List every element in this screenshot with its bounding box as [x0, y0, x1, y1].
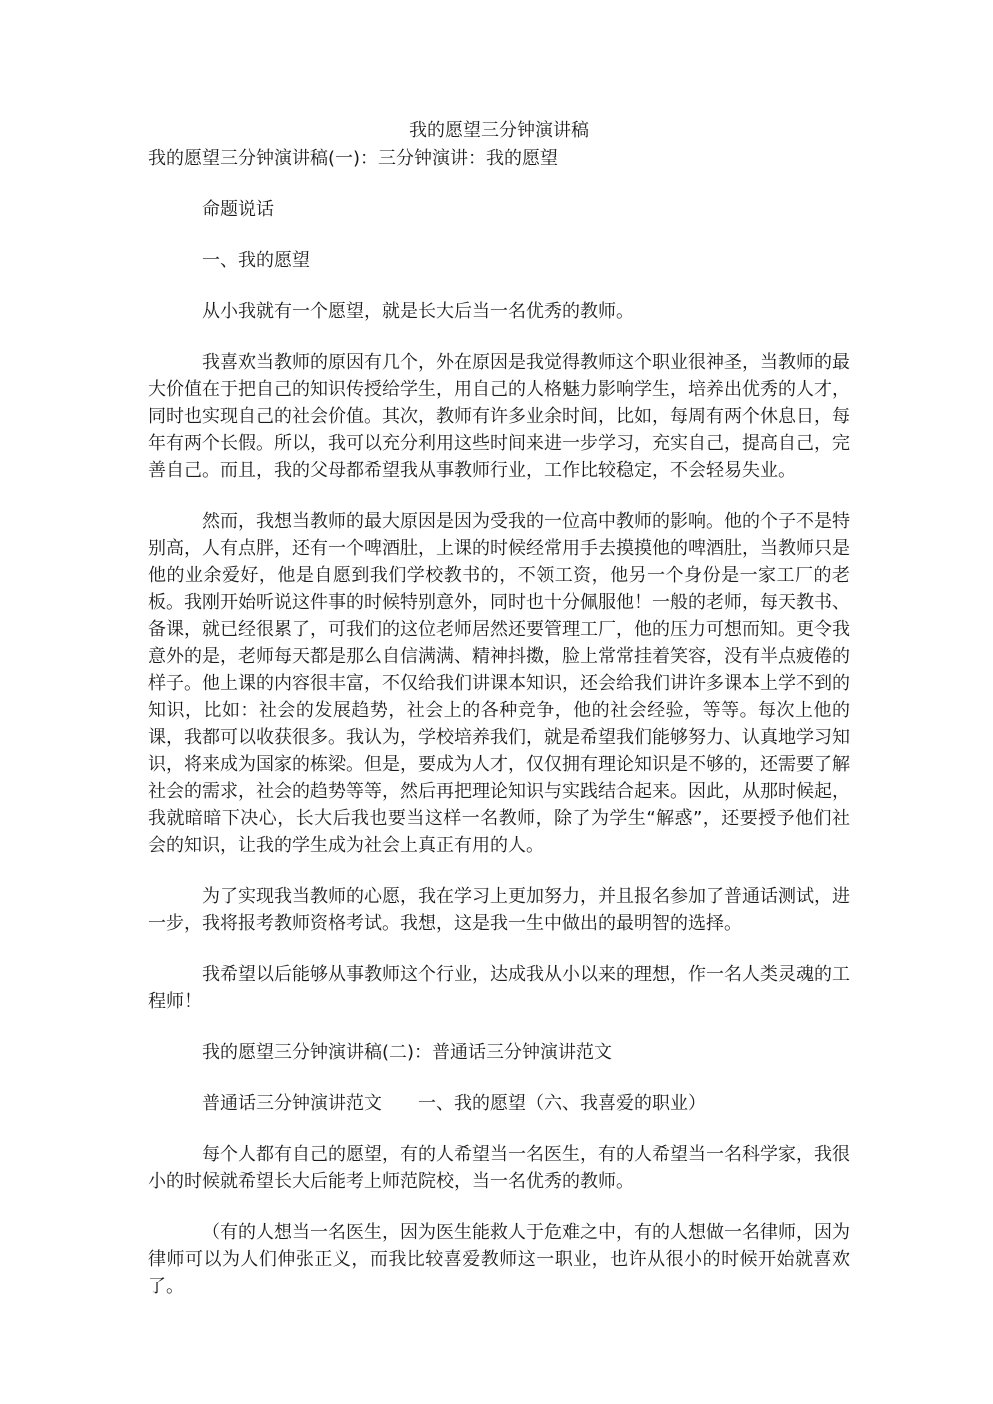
- paragraph-reasons: 我喜欢当教师的原因有几个，外在原因是我觉得教师这个职业很神圣，当教师的最大价值在于把自己的知识传授给学生，用自己的人格魅力影响学生，培养出优秀的人才，同时也实现自己的社会价值。其次，教师有许多业余时间，比如，每周有两个休息日，每年有两个长假。所以，我可以充分利用这些时间来进一步学习，充实自己，提高自己，完善自己。而且，我的父母都希望我从事教师行业，工作比较稳定，不会轻易失业。: [148, 352, 850, 481]
- document-title: 我的愿望三分钟演讲稿: [409, 120, 589, 141]
- paragraph-everyone-wish: 每个人都有自己的愿望，有的人希望当一名医生，有的人希望当一名科学家，我很小的时候就希望长大后能考上师范院校，当一名优秀的教师。: [148, 1144, 850, 1192]
- paragraph-teacher-story: 然而，我想当教师的最大原因是因为受我的一位高中教师的影响。他的个子不是特别高，人有点胖，还有一个啤酒肚，上课的时候经常用手去摸摸他的啤酒肚，当教师只是他的业余爱好，他是自愿到我们学校教书的，不领工资，他另一个身份是一家工厂的老板。我刚开始听说这件事的时候特别意外，同时也十分佩服他！一般的老师，每天教书、备课，就已经很累了，可我们的这位老师居然还要管理工厂，他的压力可想而知。更令我意外的是，老师每天都是那么自信满满、精神抖擞，脸上常常挂着笑容，没有半点疲倦的样子。他上课的内容很丰富，不仅给我们讲课本知识，还会给我们讲许多课本上学不到的知识，比如：社会的发展趋势，社会上的各种竞争，他的社会经验，等等。每次上他的课，我都可以收获很多。我认为，学校培养我们，就是希望我们能够努力、认真地学习知识，将来成为国家的栋梁。但是，要成为人才，仅仅拥有理论知识是不够的，还需要了解社会的需求，社会的趋势等等，然后再把理论知识与实践结合起来。因此，从那时候起，我就暗暗下决心，长大后我也要当这样一名教师，除了为学生“解惑”，还要授予他们社会的知识，让我的学生成为社会上真正有用的人。: [148, 511, 850, 856]
- document-body: [148, 117, 850, 1324]
- paragraph-doctor-lawyer: （有的人想当一名医生，因为医生能救人于危难之中，有的人想做一名律师，因为律师可以为人们伸张正义，而我比较喜爱教师这一职业，也许从很小的时候开始就喜欢了。: [148, 1222, 850, 1297]
- section-1-heading: 我的愿望三分钟演讲稿(一)：三分钟演讲：我的愿望: [148, 148, 559, 169]
- paragraph-subheading-2: 普通话三分钟演讲范文 一、我的愿望（六、我喜爱的职业）: [202, 1093, 706, 1114]
- paragraph-intro: 从小我就有一个愿望，就是长大后当一名优秀的教师。: [202, 301, 634, 322]
- paragraph-subheading-1: 一、我的愿望: [202, 250, 310, 271]
- section-2-heading: 我的愿望三分钟演讲稿(二)：普通话三分钟演讲范文: [202, 1042, 613, 1063]
- paragraph-efforts: 为了实现我当教师的心愿，我在学习上更加努力，并且报名参加了普通话测试，进一步，我将报考教师资格考试。我想，这是我一生中做出的最明智的选择。: [148, 886, 850, 934]
- paragraph-hope: 我希望以后能够从事教师这个行业，达成我从小以来的理想，作一名人类灵魂的工程师！: [148, 964, 850, 1012]
- paragraph-topic-label: 命题说话: [202, 199, 274, 220]
